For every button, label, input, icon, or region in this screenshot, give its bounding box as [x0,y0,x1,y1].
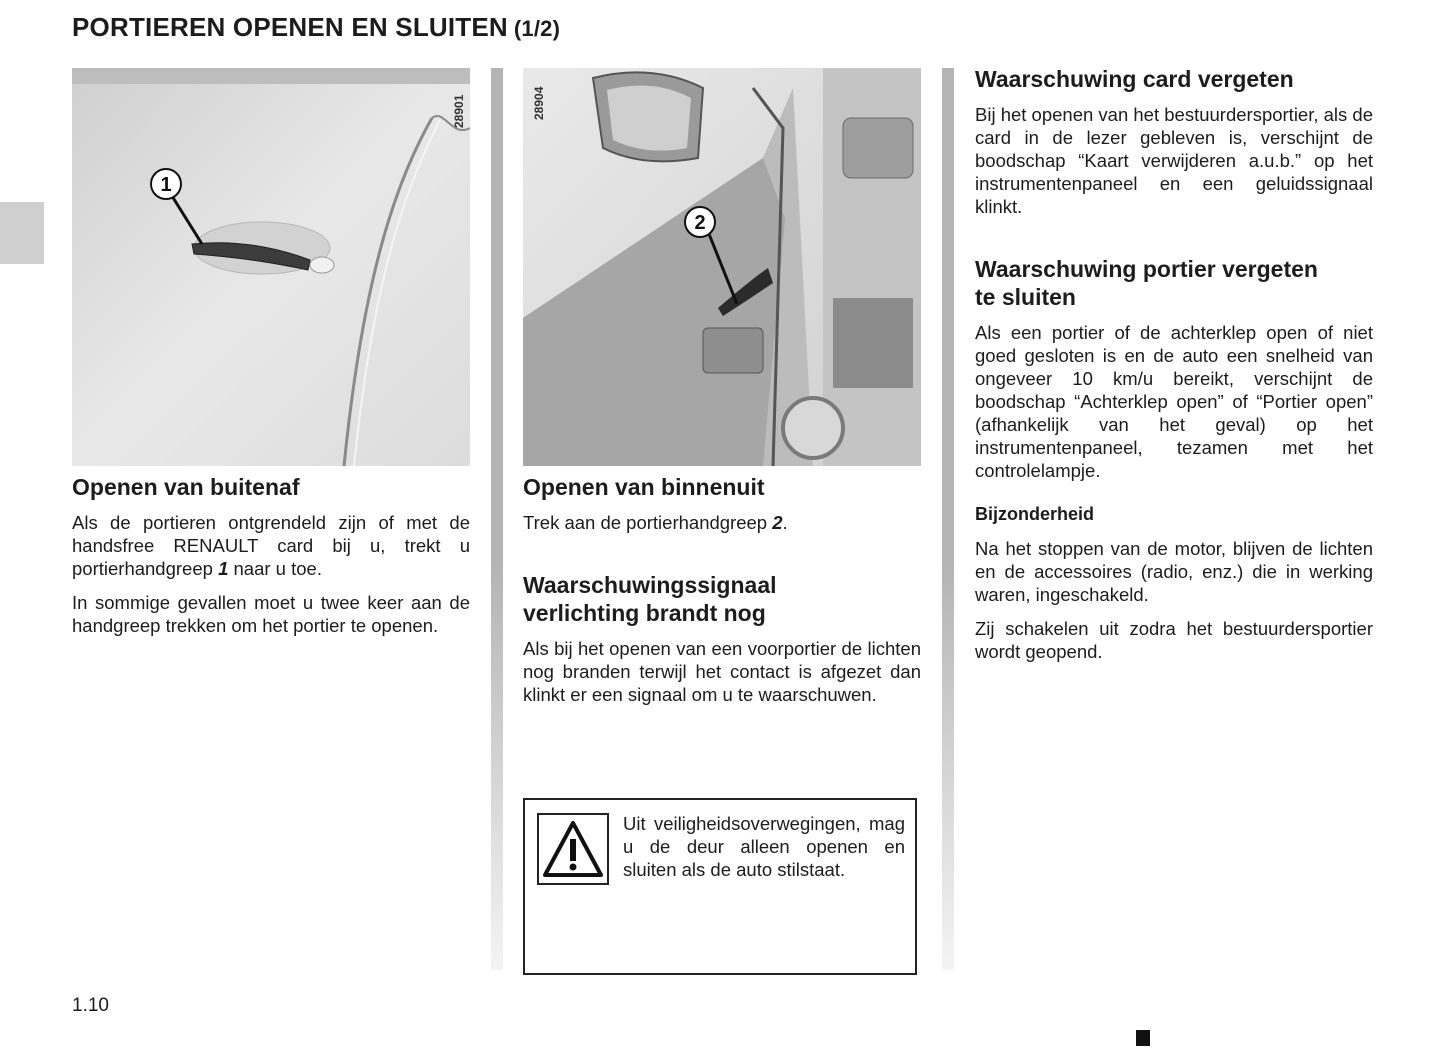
text-span: Als de portieren ontgrendeld zijn of met de handsfree RENAULT card bij u, trekt u portierhandgreep [72,512,470,579]
heading-line: verlichting brandt nog [523,600,766,626]
reference-number: 1 [218,558,229,579]
subheading-particularity: Bijzonderheid [975,504,1095,524]
column-separator [942,68,954,970]
page-title-suffix: (1/2) [513,16,561,41]
paragraph-card-forgotten: Bij het openen van het bestuurdersportier, als de card in de lezer gebleven is, verschijnt de boodschap “Kaart verwijderen a.u.b.” op het instrumentenpaneel en een geluidssignaal klinkt. [975,104,1374,217]
exterior-door-illustration [72,68,470,466]
heading-open-from-inside: Openen van binnenuit [523,474,765,500]
heading-door-not-closed [975,255,1395,311]
text-span: . [782,512,788,533]
text-span: naar u toe. [228,558,322,579]
warning-triangle-icon [539,815,607,883]
figure-ref-number: 28904 [532,86,546,120]
column-separator [491,68,503,970]
paragraph-lights-warning: Als bij het openen van een voorportier de lichten nog branden terwijl het contact is afgezet dan klinkt er een signaal om u te waarschuwen. [523,638,921,705]
paragraph-open-outside-2: In sommige gevallen moet u twee keer aan de handgreep trekken om het portier te openen. [72,592,470,636]
paragraph-switch-off: Zij schakelen uit zodra het bestuurdersportier wordt geopend. [975,618,1373,662]
end-of-section-marker [1136,1030,1150,1046]
callout-1: 1 [160,174,172,196]
paragraph-open-outside-1 [72,511,470,580]
text-span: Trek aan de portierhandgreep [523,512,773,533]
page-number: 1.10 [72,995,109,1016]
callout-2: 2 [694,212,706,234]
paragraph-lights-stay-on: Na het stoppen van de motor, blijven de lichten en de accessoires (radio, enz.) die in werking waren, ingeschakeld. [975,538,1373,605]
figure-exterior-door [72,68,470,466]
heading-lights-warning [523,571,923,627]
paragraph-open-inside [523,511,921,534]
chapter-tab [0,202,44,264]
heading-card-forgotten: Waarschuwing card vergeten [975,66,1294,92]
heading-line: Waarschuwingssignaal [523,572,777,598]
heading-open-from-outside: Openen van buitenaf [72,474,300,500]
heading-line: te sluiten [975,284,1076,310]
page-title-text: PORTIEREN OPENEN EN SLUITEN [72,12,508,42]
safety-warning-text: Uit veiligheidsoverwegingen, mag u de deur alleen openen en sluiten als de auto stilstaat. [623,813,905,880]
figure-interior-door [523,68,921,466]
reference-number: 2 [772,512,783,533]
interior-door-illustration [523,68,921,466]
warning-icon-frame [537,813,609,885]
heading-line: Waarschuwing portier vergeten [975,256,1318,282]
paragraph-door-not-closed: Als een portier of de achterklep open of niet goed gesloten is en de auto een snelheid van ongeveer 10 km/u bereikt, verschijnt de boodschap “Achterklep open” of “Portier open” (afhankelijk van het geval) op het instrumentenpaneel, tezamen met het controlelampje. [975,322,1373,481]
figure-ref-number: 28901 [452,94,466,128]
page-title [72,12,560,43]
safety-warning-box [523,798,917,975]
